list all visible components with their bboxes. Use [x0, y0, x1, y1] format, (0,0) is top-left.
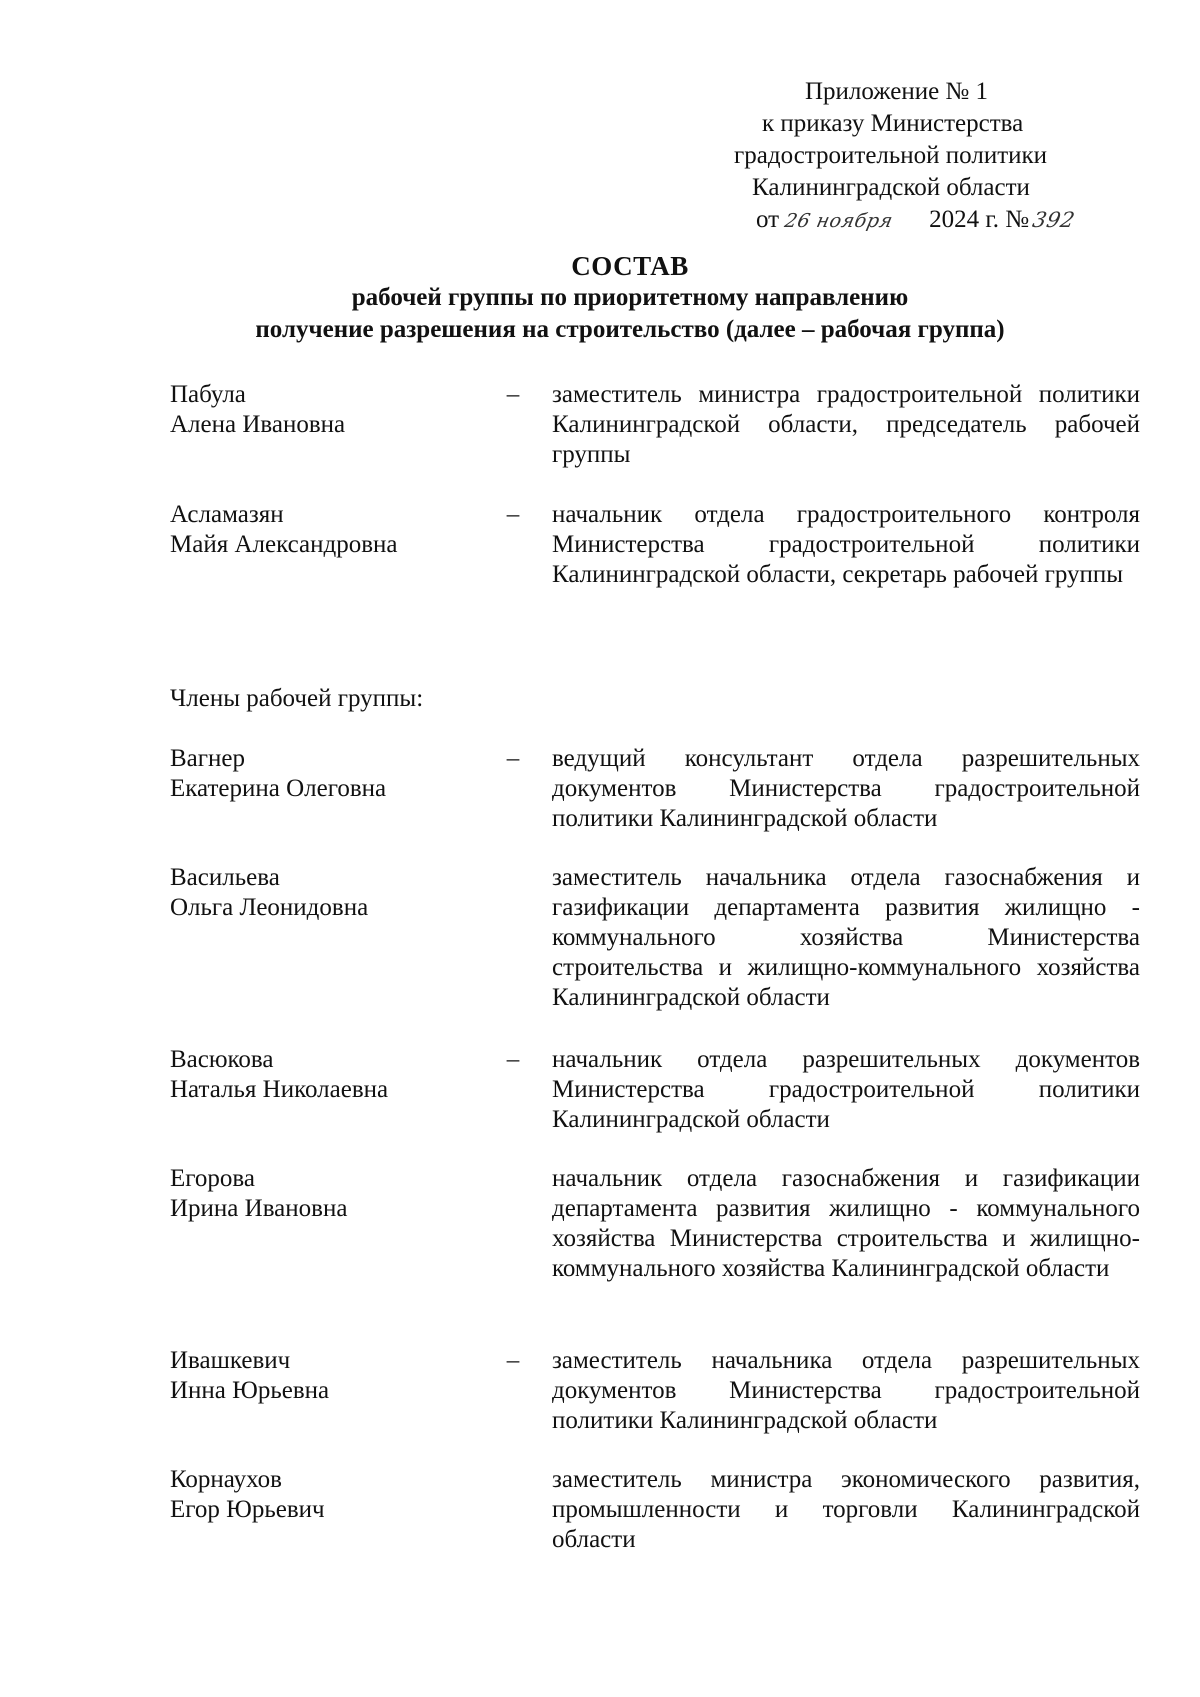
member-given-names: Инна Юрьевна: [170, 1377, 330, 1404]
member-surname: Вагнер: [170, 745, 245, 772]
annex-line-1: Приложение № 1: [805, 78, 989, 105]
member-surname: Васильева: [170, 864, 280, 891]
member-given-names: Наталья Николаевна: [170, 1076, 389, 1103]
member-description: заместитель министра градостроительной политики Калининградской области, председатель рабочей группы: [552, 381, 1140, 468]
annex-line-2: к приказу Министерства: [762, 110, 1024, 137]
member-surname: Васюкова: [170, 1046, 274, 1073]
member-surname: Корнаухов: [170, 1466, 282, 1493]
member-description: начальник отдела градостроительного контроля Министерства градостроительной политики Калининградской области, секретарь рабочей группы: [552, 501, 1140, 588]
annex-date-line: [700, 204, 1120, 237]
handwritten-order-number: 392: [1030, 208, 1078, 232]
member-dash: –: [506, 1046, 520, 1073]
member-description: заместитель начальника отдела разрешительных документов Министерства градостроительной политики Калининградской области: [552, 1347, 1140, 1434]
member-given-names: Ирина Ивановна: [170, 1195, 348, 1222]
member-surname: Ивашкевич: [170, 1347, 291, 1374]
member-name: [170, 744, 490, 804]
member-name: [170, 1346, 490, 1406]
member-surname: Асламазян: [170, 501, 284, 528]
annex-line-4: Калининградской области: [752, 174, 1030, 201]
handwritten-date: 26 ноября: [782, 210, 896, 232]
member-given-names: Егор Юрьевич: [170, 1496, 325, 1523]
member-surname: Пабула: [170, 381, 246, 408]
document-title: [160, 250, 1100, 346]
members-heading: Члены рабочей группы:: [170, 685, 424, 712]
member-given-names: Майя Александровна: [170, 531, 398, 558]
member-given-names: Екатерина Олеговна: [170, 775, 387, 802]
member-name: [170, 380, 490, 440]
title-main: СОСТАВ: [571, 251, 689, 281]
member-name: [170, 1045, 490, 1105]
member-dash: –: [506, 381, 520, 408]
member-given-names: Алена Ивановна: [170, 411, 346, 438]
member-name: [170, 1164, 490, 1224]
date-prefix: от: [756, 206, 780, 233]
member-description: ведущий консультант отдела разрешительных документов Министерства градостроительной политики Калининградской области: [552, 745, 1140, 832]
title-line-3: получение разрешения на строительство (далее – рабочая группа): [255, 316, 1005, 343]
annex-header: [700, 76, 1120, 237]
title-line-2: рабочей группы по приоритетному направлению: [351, 284, 909, 311]
member-name: [170, 500, 490, 560]
annex-line-3: градостроительной политики: [734, 142, 1048, 169]
member-description: заместитель министра экономического развития, промышленности и торговли Калининградской области: [552, 1466, 1140, 1553]
member-name: [170, 1465, 490, 1525]
member-dash: –: [506, 1347, 520, 1374]
member-description: начальник отдела разрешительных документов Министерства градостроительной политики Калининградской области: [552, 1046, 1140, 1133]
member-dash: –: [506, 501, 520, 528]
member-name: [170, 863, 490, 923]
member-description: заместитель начальника отдела газоснабжения и газификации департамента развития жилищно - коммунального хозяйства Министерства строительства и жилищно-коммунального хозяйства Калининградской области: [552, 864, 1140, 1011]
member-surname: Егорова: [170, 1165, 255, 1192]
member-dash: –: [506, 745, 520, 772]
member-description: начальник отдела газоснабжения и газификации департамента развития жилищно - коммунального хозяйства Министерства строительства и жилищно-коммунального хозяйства Калининградской области: [552, 1165, 1140, 1282]
member-given-names: Ольга Леонидовна: [170, 894, 369, 921]
order-year: 2024 г. №: [929, 206, 1030, 233]
